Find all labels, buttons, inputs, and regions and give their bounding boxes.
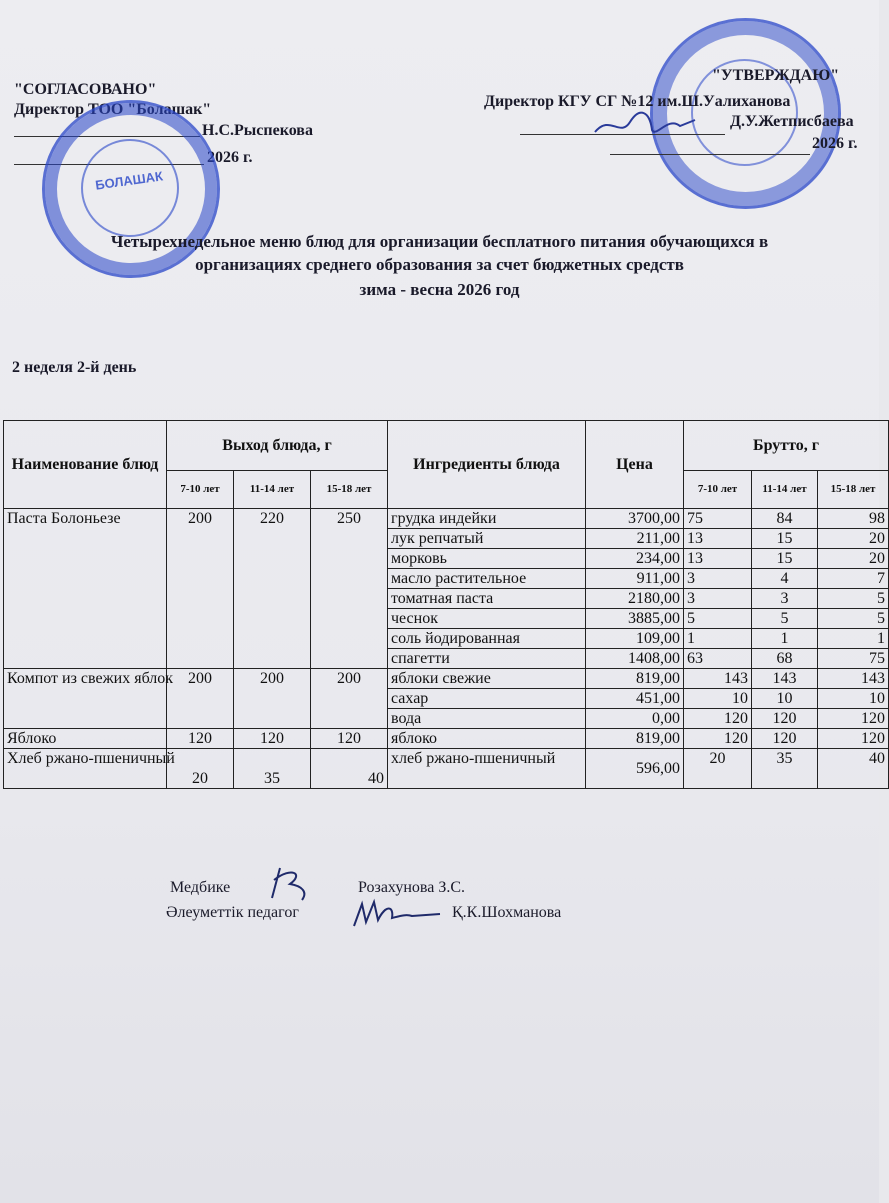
dish-name: Яблоко xyxy=(4,729,167,749)
approval-right-heading: "УТВЕРЖДАЮ" xyxy=(712,67,840,84)
brutto-15-18: 5 xyxy=(818,589,889,609)
brutto-15-18: 98 xyxy=(818,509,889,529)
brutto-11-14: 4 xyxy=(752,569,818,589)
pedagog-name: Қ.К.Шохманова xyxy=(452,904,562,921)
header-output-age-11-14: 11-14 лет xyxy=(234,471,311,509)
approval-left-name: Н.С.Рыспекова xyxy=(202,122,313,139)
brutto-15-18: 10 xyxy=(818,689,889,709)
brutto-15-18: 20 xyxy=(818,529,889,549)
brutto-11-14: 120 xyxy=(752,729,818,749)
brutto-7-10: 63 xyxy=(684,649,752,669)
brutto-7-10: 1 xyxy=(684,629,752,649)
dish-output-11-14: 35 xyxy=(234,749,311,789)
dish-output-7-10: 120 xyxy=(167,729,234,749)
brutto-15-18: 20 xyxy=(818,549,889,569)
brutto-7-10: 120 xyxy=(684,709,752,729)
header-dish-name: Наименование блюд xyxy=(4,421,167,509)
ingredient-price: 234,00 xyxy=(586,549,684,569)
brutto-15-18: 143 xyxy=(818,669,889,689)
ingredient-name: масло растительное xyxy=(388,569,586,589)
header-brutto-age-7-10: 7-10 лет xyxy=(684,471,752,509)
brutto-7-10: 75 xyxy=(684,509,752,529)
ingredient-name: яблоки свежие xyxy=(388,669,586,689)
dish-output-11-14: 220 xyxy=(234,509,311,669)
table-row xyxy=(4,669,889,689)
ingredient-name: чеснок xyxy=(388,609,586,629)
ingredient-name: томатная паста xyxy=(388,589,586,609)
approval-left-heading: "СОГЛАСОВАНО" xyxy=(14,81,157,98)
ingredient-price: 3885,00 xyxy=(586,609,684,629)
dish-output-7-10: 200 xyxy=(167,669,234,729)
dish-output-15-18: 120 xyxy=(311,729,388,749)
ingredient-price: 3700,00 xyxy=(586,509,684,529)
brutto-15-18: 40 xyxy=(818,749,889,789)
approval-left-year: 2026 г. xyxy=(207,149,253,166)
ingredient-name: хлеб ржано-пшеничный xyxy=(388,749,586,789)
dish-output-15-18: 200 xyxy=(311,669,388,729)
ingredient-name: грудка индейки xyxy=(388,509,586,529)
brutto-7-10: 143 xyxy=(684,669,752,689)
dish-name: Компот из свежих яблок xyxy=(4,669,167,729)
header-price: Цена xyxy=(586,421,684,509)
ingredient-name: вода xyxy=(388,709,586,729)
brutto-11-14: 143 xyxy=(752,669,818,689)
approval-right-name: Д.У.Жетписбаева xyxy=(730,113,854,130)
approval-right-year: 2026 г. xyxy=(812,135,858,152)
header-brutto-age-11-14: 11-14 лет xyxy=(752,471,818,509)
brutto-11-14: 3 xyxy=(752,589,818,609)
brutto-11-14: 68 xyxy=(752,649,818,669)
brutto-7-10: 120 xyxy=(684,729,752,749)
brutto-11-14: 5 xyxy=(752,609,818,629)
ingredient-name: морковь xyxy=(388,549,586,569)
ingredient-price: 211,00 xyxy=(586,529,684,549)
dish-output-11-14: 120 xyxy=(234,729,311,749)
brutto-11-14: 15 xyxy=(752,529,818,549)
brutto-7-10: 5 xyxy=(684,609,752,629)
stamp-text: БОЛАШАК xyxy=(94,168,164,193)
nurse-signature-icon xyxy=(262,862,318,904)
brutto-15-18: 5 xyxy=(818,609,889,629)
dish-output-15-18: 250 xyxy=(311,509,388,669)
ingredient-price: 451,00 xyxy=(586,689,684,709)
menu-title-line1: Четырехнедельное меню блюд для организации бесплатного питания обучающихся в xyxy=(110,232,769,251)
brutto-15-18: 120 xyxy=(818,729,889,749)
ingredient-price: 819,00 xyxy=(586,669,684,689)
dish-name: Хлеб ржано-пшеничный xyxy=(4,749,167,789)
menu-title-season: зима - весна 2026 год xyxy=(359,280,520,299)
header-output: Выход блюда, г xyxy=(167,421,388,471)
dish-name: Паста Болоньезе xyxy=(4,509,167,669)
brutto-15-18: 1 xyxy=(818,629,889,649)
brutto-11-14: 10 xyxy=(752,689,818,709)
header-ingredients: Ингредиенты блюда xyxy=(388,421,586,509)
brutto-7-10: 13 xyxy=(684,529,752,549)
dish-output-7-10: 20 xyxy=(167,749,234,789)
brutto-15-18: 75 xyxy=(818,649,889,669)
brutto-15-18: 7 xyxy=(818,569,889,589)
dish-output-7-10: 200 xyxy=(167,509,234,669)
brutto-7-10: 10 xyxy=(684,689,752,709)
ingredient-name: соль йодированная xyxy=(388,629,586,649)
header-brutto: Брутто, г xyxy=(684,421,889,471)
ingredient-price: 911,00 xyxy=(586,569,684,589)
ingredient-price: 2180,00 xyxy=(586,589,684,609)
table-row xyxy=(4,509,889,529)
ingredient-name: лук репчатый xyxy=(388,529,586,549)
header-brutto-age-15-18: 15-18 лет xyxy=(818,471,889,509)
brutto-7-10: 20 xyxy=(684,749,752,789)
pedagog-signature-icon xyxy=(348,896,444,932)
header-output-age-7-10: 7-10 лет xyxy=(167,471,234,509)
menu-table xyxy=(3,420,889,789)
brutto-11-14: 1 xyxy=(752,629,818,649)
table-row xyxy=(4,729,889,749)
approval-left-position: Директор ТОО "Болашак" xyxy=(14,101,212,118)
ingredient-price: 109,00 xyxy=(586,629,684,649)
ingredient-price: 1408,00 xyxy=(586,649,684,669)
ingredient-price: 596,00 xyxy=(586,749,684,789)
brutto-7-10: 3 xyxy=(684,589,752,609)
menu-title-line2: организациях среднего образования за счет бюджетных средств xyxy=(195,255,684,274)
day-label: 2 неделя 2-й день xyxy=(12,359,137,376)
ingredient-price: 819,00 xyxy=(586,729,684,749)
approval-right-position: Директор КГУ СГ №12 им.Ш.Уалиханова xyxy=(484,93,791,110)
director-signature-icon xyxy=(590,108,700,144)
brutto-11-14: 84 xyxy=(752,509,818,529)
ingredient-name: сахар xyxy=(388,689,586,709)
nurse-name: Розахунова З.С. xyxy=(358,879,466,896)
ingredient-name: спагетти xyxy=(388,649,586,669)
pedagog-role: Әлеуметтік педагог xyxy=(166,904,299,921)
brutto-11-14: 15 xyxy=(752,549,818,569)
brutto-11-14: 120 xyxy=(752,709,818,729)
ingredient-name: яблоко xyxy=(388,729,586,749)
table-row xyxy=(4,749,889,789)
date-line xyxy=(610,154,810,155)
dish-output-11-14: 200 xyxy=(234,669,311,729)
brutto-11-14: 35 xyxy=(752,749,818,789)
ingredient-price: 0,00 xyxy=(586,709,684,729)
brutto-15-18: 120 xyxy=(818,709,889,729)
brutto-7-10: 13 xyxy=(684,549,752,569)
dish-output-15-18: 40 xyxy=(311,749,388,789)
brutto-7-10: 3 xyxy=(684,569,752,589)
header-output-age-15-18: 15-18 лет xyxy=(311,471,388,509)
nurse-role: Медбике xyxy=(170,879,231,896)
